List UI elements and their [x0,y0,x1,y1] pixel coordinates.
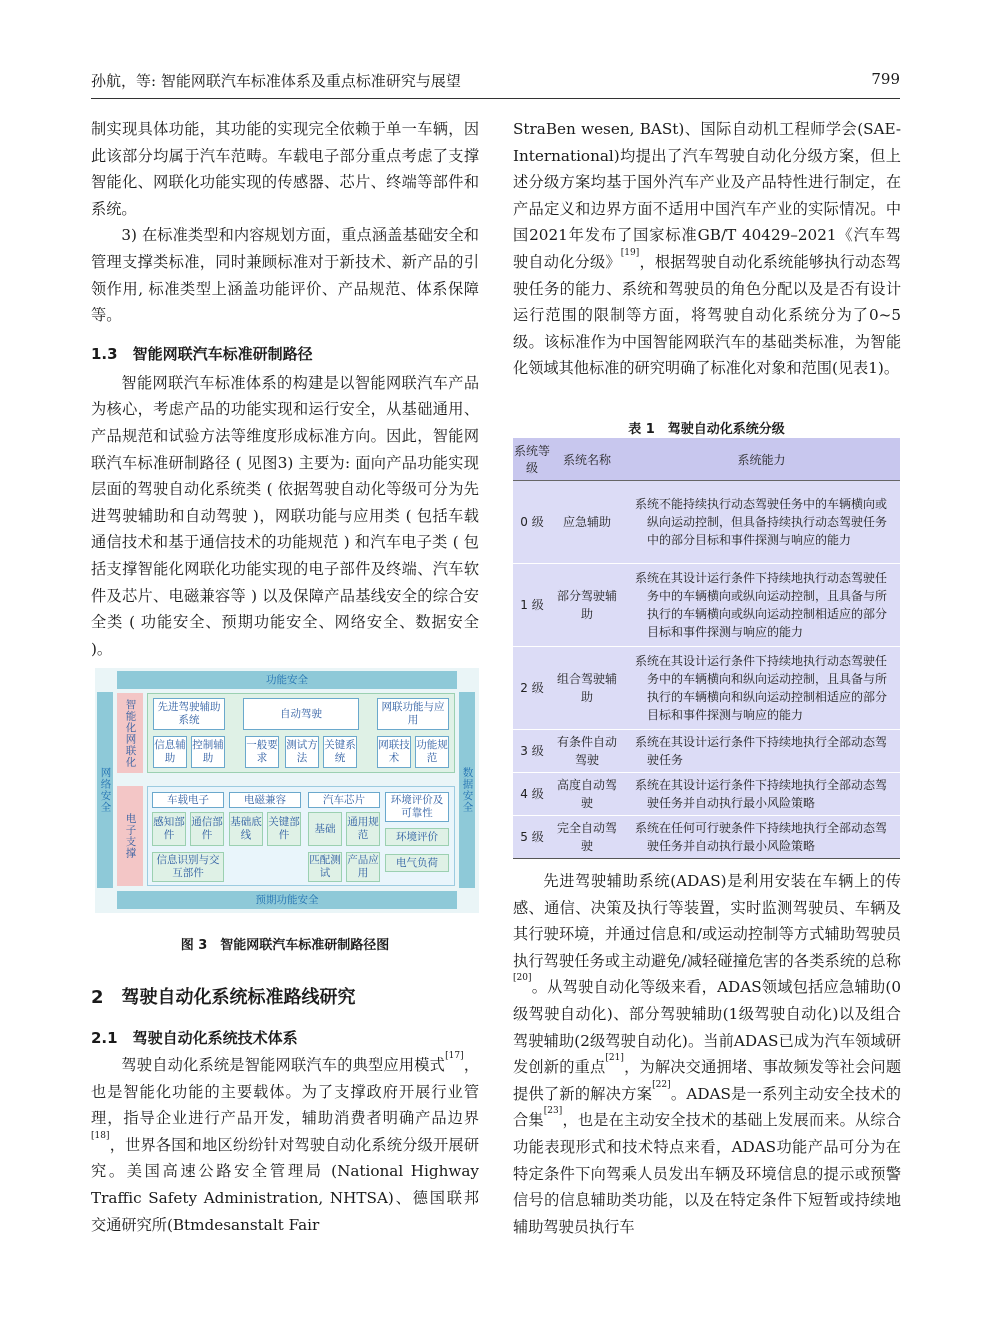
table-row [513,773,900,816]
citation-23: [23] [543,1106,563,1117]
box-info-id: 信息识别与交互部件 [152,852,224,882]
p4-text-c: ，世界各国和地区纷纷针对驾驶自动化系统分级开展研究。美国高速公路安全管理局 (National Highway Traffic Safety Administration, NHTSA)、德国联邦交通研究所(Btmdesanstalt Fair [91,1135,479,1234]
header-rule [91,98,900,99]
paragraph-5 [513,116,901,382]
cell-name: 组合驾驶辅助 [551,647,623,730]
p6-text-e: ，也是在主动安全技术的基础上发展而来。从综合功能表现形式和技术特点来看，ADAS功能产品可分为在特定条件下向驾乘人员发出车辆及环境信息的提示或预警信号的信息辅助类功能，以及在特定条件下短暂或持续地辅助驾驶员执行车 [513,1111,902,1236]
header-name: 系统名称 [551,438,623,481]
box-network-function: 网联功能与应用 [377,698,449,730]
p4-text-a: 驾驶自动化系统是智能网联汽车的典型应用模式 [121,1056,446,1074]
box-test-methods: 测试方法 [285,736,319,768]
table-row [513,816,900,859]
box-env-reliability: 环境评价及可靠性 [385,792,449,822]
band-data-security: 数据安全 [459,692,475,888]
cell-level: 2 级 [513,647,551,730]
citation-19: [19] [620,247,640,258]
cell-name: 部分驾驶辅助 [551,564,623,647]
box-key-systems: 关键系统 [323,736,357,768]
box-emc: 电磁兼容 [229,792,301,808]
side-label-intelligent: 智能化网联化 [117,693,143,773]
box-env-eval: 环境评价 [385,828,449,846]
cell-level: 1 级 [513,564,551,647]
box-network-tech: 网联技术 [377,736,411,768]
cell-name: 完全自动驾驶 [551,816,623,859]
cell-name: 有条件自动驾驶 [551,730,623,773]
p6-text-b: 。从驾驶自动化等级来看，ADAS领域包括应急辅助(0级驾驶自动化)、部分驾驶辅助(1级驾驶自动化)以及组合驾驶辅助(2级驾驶自动化)。当前ADAS已成为汽车领域研发创新的重点 [513,978,901,1077]
table-header-row [513,438,900,481]
cell-name: 应急辅助 [551,481,623,564]
paragraph-1: 制实现具体功能，其功能的实现完全依赖于单一车辆，因此该部分均属于汽车范畴。车载电子部分重点考虑了支撑智能化、网联化功能实现的传感器、芯片、终端等部件和系统。 [91,120,479,218]
box-function-spec: 功能规范 [415,736,449,768]
band-network-security: 网络安全 [97,692,113,888]
box-communication: 通信部件 [190,812,224,846]
table-row [513,730,900,773]
figure-3 [95,668,479,913]
header-level: 系统等级 [513,438,551,481]
citation-21: [21] [605,1053,624,1064]
section-2-1-heading: 2.1 驾驶自动化系统技术体系 [91,1029,298,1047]
cell-ability: 系统不能持续执行动态驾驶任务中的车辆横向或纵向运动控制，但具备持续执行动态驾驶任务中的部分目标和事件探测与响应的能力 [623,481,900,564]
section-1-3-heading: 1.3 智能网联汽车标准研制路径 [91,344,313,363]
table-row [513,481,900,564]
box-electrical-load: 电气负荷 [385,854,449,872]
box-adas: 先进驾驶辅助系统 [153,698,225,730]
cell-level: 3 级 [513,730,551,773]
box-auto-chip: 汽车芯片 [308,792,380,808]
cell-ability: 系统在其设计运行条件下持续地执行动态驾驶任务中的车辆横向和纵向运动控制，且具备与所执行的车辆横向和纵向运动控制相适应的部分目标和事件探测与响应的能力 [623,647,900,730]
cell-ability: 系统在任何可行驶条件下持续地执行全部动态驾驶任务并自动执行最小风险策略 [623,816,900,859]
cell-level: 5 级 [513,816,551,859]
citation-22: [22] [652,1079,671,1090]
p6-text-c: ，为解决交通拥堵、事故频发等社会问题提供了新的解决方案 [513,1058,902,1103]
box-control-assist: 控制辅助 [191,736,225,768]
box-baseline: 基础底线 [229,812,263,846]
p4-text-b: ，也是智能化功能的主要载体。为了支撑政府开展行业管理，指导企业进行产品开发，辅助消费者明确产品边界 [91,1056,480,1128]
box-autonomous-driving: 自动驾驶 [243,698,359,730]
paragraph-4 [91,1052,479,1238]
p6-text-a: 先进驾驶辅助系统(ADAS)是利用安装在车辆上的传感、通信、决策及执行等装置，实时监测驾驶员、车辆及其行驶环境，并通过信息和/或运动控制等方式辅助驾驶员执行驾驶任务或主动避免/减轻碰撞危害的各类系统的总称 [513,872,901,970]
automation-levels-table [513,438,900,859]
cell-name: 高度自动驾驶 [551,773,623,816]
p5-text-a: StraBen wesen, BASt)、国际自动机工程师学会(SAE-International)均提出了汽车驾驶自动化分级方案，但上述分级方案均基于国外汽车产业及产品特性进行制定，在产品定义和边界方面不适用中国汽车产业的实际情况。中国2021年发布了国家标准GB/T 40429–2021《汽车驾驶自动化分级》 [513,120,901,271]
header-ability: 系统能力 [623,438,900,481]
cell-ability: 系统在其设计运行条件下持续地执行全部动态驾驶任务 [623,730,900,773]
citation-17: [17] [445,1051,464,1061]
side-label-electronics: 电子支撑 [117,786,143,886]
table-caption: 表 1 驾驶自动化系统分级 [628,422,785,437]
cell-level: 0 级 [513,481,551,564]
citation-20: [20] [513,973,532,984]
band-functional-safety: 功能安全 [117,671,457,689]
paragraph-2: 3) 在标准类型和内容规划方面，重点涵盖基础安全和管理支撑类标准，同时兼顾标准对于新技术、新产品的引领作用, 标准类型上涵盖功能评价、产品规范、体系保障等。 [91,226,479,325]
band-sotif: 预期功能安全 [117,891,457,909]
right-column [513,116,901,382]
running-title: 孙航，等: 智能网联汽车标准体系及重点标准研究与展望 [91,72,461,90]
box-sensing: 感知部件 [152,812,186,846]
table-row [513,564,900,647]
citation-18: [18] [91,1130,110,1141]
box-key-parts: 关键部件 [267,812,301,846]
box-general-spec: 通用规范 [346,812,380,846]
cell-ability: 系统在其设计运行条件下持续地执行全部动态驾驶任务并自动执行最小风险策略 [623,773,900,816]
left-column [91,116,479,662]
page-number: 799 [871,70,900,88]
box-basic: 基础 [308,812,342,846]
figure-caption: 图 3 智能网联汽车标准研制路径图 [180,938,390,953]
box-vehicle-electronics: 车载电子 [152,792,224,808]
p6-text-d: 。ADAS是一系列主动安全技术的合集 [513,1084,901,1130]
p5-text-b: ，根据驾驶自动化系统能够执行动态驾驶任务的能力、系统和驾驶员的角色分配以及是否有设计运行范围的限制等方面，将驾驶自动化系统分为了0~5级。该标准作为中国智能网联汽车的基础类标准，为智能化领域其他标准的研究明确了标准化对象和范围(见表1)。 [513,252,902,378]
cell-ability: 系统在其设计运行条件下持续地执行动态驾驶任务中的车辆横向或纵向运动控制，且具备与所执行的车辆横向或纵向运动控制相适应的部分目标和事件探测与响应的能力 [623,564,900,647]
table-row [513,647,900,730]
section-2-heading: 2 驾驶自动化系统标准路线研究 [91,987,356,1008]
cell-level: 4 级 [513,773,551,816]
box-general-requirements: 一般要求 [245,736,279,768]
paragraph-6 [513,868,901,1240]
box-info-assist: 信息辅助 [153,736,187,768]
paragraph-3: 智能网联汽车标准体系的构建是以智能网联汽车产品为核心，考虑产品的功能实现和运行安全，从基础通用、产品规范和试验方法等维度形成标准方向。因此，智能网联汽车标准研制路径 ( 见图3) 主要为: 面向产品功能实现层面的驾驶自动化系统类 ( 依据驾驶自动化等级可分为先进驾驶辅助和自动驾驶 )，网联功能与应用类 ( 包括车载通信技术和基于通信技术的功能规范 ) 和汽车电子类 ( 包括支撑智能化网联化功能实现的电子部件及终端、汽车软件及芯片、电磁兼容等 ) 以及保障产品基线安全的综合安全类 ( 功能安全、预期功能安全、网络安全、数据安全 )。 [91,373,479,658]
box-match-test: 匹配测试 [308,852,342,882]
box-product-app: 产品应用 [346,852,380,882]
